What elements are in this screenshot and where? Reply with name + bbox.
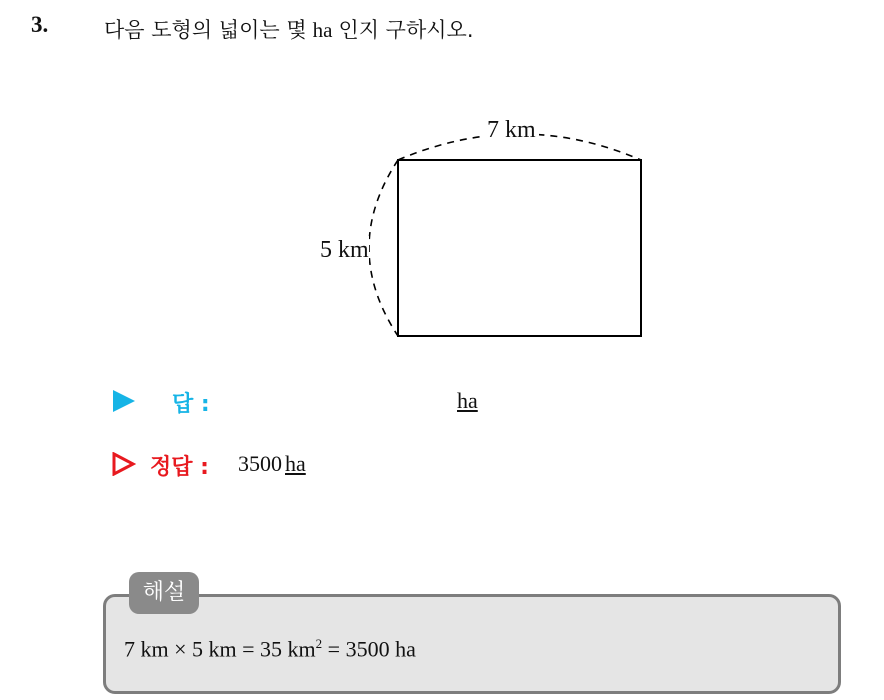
answer-label: 답 : bbox=[172, 392, 210, 417]
question-unit: ha bbox=[312, 18, 333, 42]
answer-unit: ha bbox=[457, 388, 478, 413]
question-text bbox=[104, 14, 474, 44]
outline-triangle-icon bbox=[112, 452, 136, 476]
solution-exponent: 2 bbox=[315, 636, 323, 651]
correct-answer-value bbox=[238, 451, 306, 477]
solution-expression-tail: = 3500 ha bbox=[322, 636, 416, 662]
rectangle-diagram bbox=[300, 110, 660, 350]
left-dimension-label: 5 km bbox=[320, 237, 369, 263]
solution-expression-main: 7 km × 5 km = 35 km bbox=[124, 636, 316, 662]
question-text-after: 인지 구하시오. bbox=[338, 18, 474, 42]
question-text-before: 다음 도형의 넓이는 몇 bbox=[104, 18, 307, 42]
solution-expression bbox=[124, 636, 416, 662]
correct-answer-number: 3500 bbox=[238, 451, 282, 476]
question-number: 3. bbox=[31, 12, 49, 37]
answer-row bbox=[112, 387, 612, 417]
solution-tab: 해설 bbox=[129, 572, 199, 614]
play-triangle-icon bbox=[112, 389, 136, 413]
rectangle-shape bbox=[398, 160, 641, 336]
correct-answer-unit: ha bbox=[285, 451, 306, 476]
rectangle-figure bbox=[300, 110, 660, 350]
correct-answer-row bbox=[112, 450, 612, 480]
correct-answer-label: 정답 : bbox=[150, 455, 209, 480]
left-dimension-arc bbox=[369, 160, 398, 336]
top-dimension-label: 7 km bbox=[484, 118, 539, 142]
